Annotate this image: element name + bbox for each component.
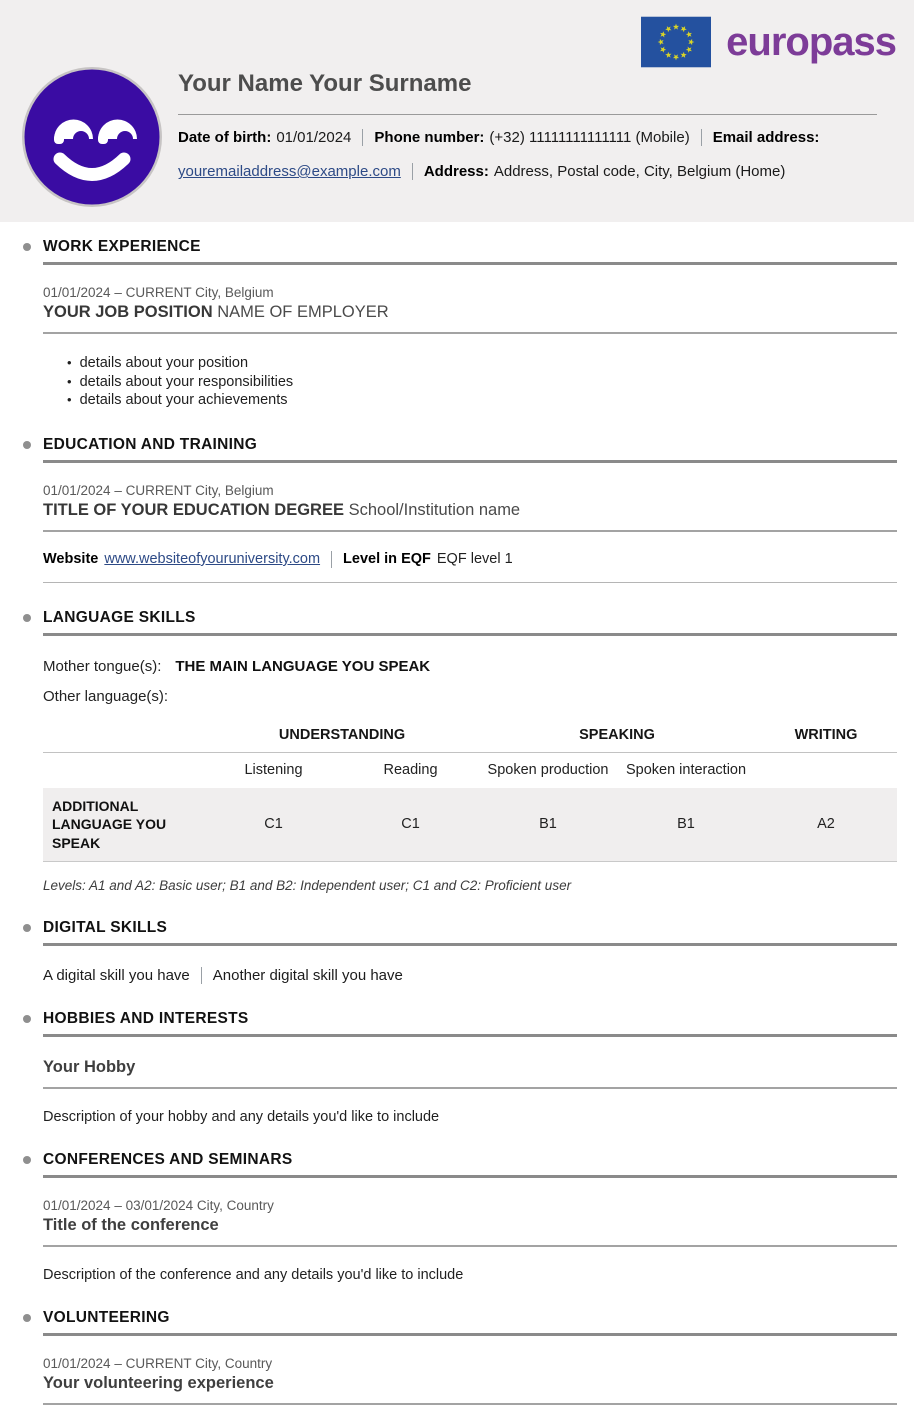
cell-spoken-interaction-level: B1 [617, 788, 755, 862]
mother-tongue-row [43, 658, 897, 675]
digital-skills-row [43, 967, 897, 984]
section-language-skills [43, 609, 897, 894]
section-bullet-icon [23, 614, 31, 622]
cell-reading-level: C1 [342, 788, 479, 862]
table-row [43, 788, 897, 862]
section-conferences [43, 1151, 897, 1283]
digital-skill: Another digital skill you have [212, 967, 403, 984]
conference-title: Title of the conference [43, 1216, 897, 1247]
avatar [21, 66, 163, 208]
work-entry-title [43, 303, 897, 334]
website-label: Website [43, 551, 99, 567]
divider [43, 582, 897, 583]
hobby-title: Your Hobby [43, 1058, 897, 1089]
education-entry-title [43, 501, 897, 532]
section-title: LANGUAGE SKILLS [43, 608, 196, 626]
section-title: VOLUNTEERING [43, 1309, 170, 1326]
eqf-label: Level in EQF [343, 551, 431, 567]
phone-label: Phone number: [374, 129, 485, 146]
email-label: Email address: [712, 129, 820, 146]
section-bullet-icon [23, 1015, 31, 1023]
list-item: • details about your achievements [67, 391, 897, 410]
cell-spoken-production-level: B1 [479, 788, 617, 862]
email-link[interactable]: youremailaddress@example.com [178, 163, 401, 180]
contact-row-2 [178, 160, 877, 183]
language-skills-table [43, 723, 897, 863]
mother-tongue-value: THE MAIN LANGUAGE YOU SPEAK [175, 657, 431, 675]
europass-logo [641, 16, 896, 68]
section-hobbies [43, 1010, 897, 1125]
job-position: YOUR JOB POSITION [43, 303, 213, 321]
section-education [43, 436, 897, 583]
column-group-writing: WRITING [755, 723, 897, 753]
section-bullet-icon [23, 1314, 31, 1322]
education-date-location: 01/01/2024 – CURRENT City, Belgium [43, 482, 274, 498]
website-link[interactable]: www.websiteofyouruniversity.com [104, 551, 321, 567]
digital-skill: A digital skill you have [43, 967, 190, 984]
cefr-levels-note: Levels: A1 and A2: Basic user; B1 and B2: Independent user; C1 and C2: Proficient user [43, 878, 572, 893]
other-languages-label: Other language(s): [43, 687, 169, 705]
institution-name: School/Institution name [348, 500, 521, 519]
separator [362, 129, 363, 146]
section-bullet-icon [23, 441, 31, 449]
europass-wordmark: europass [726, 19, 896, 64]
volunteering-date-location: 01/01/2024 – CURRENT City, Country [43, 1356, 273, 1371]
work-date-location: 01/01/2024 – CURRENT City, Belgium [43, 285, 274, 300]
address-value: Address, Postal code, City, Belgium (Home) [493, 163, 786, 180]
employer-name: NAME OF EMPLOYER [217, 303, 389, 321]
dob-label: Date of birth: [178, 129, 272, 146]
section-title: DIGITAL SKILLS [43, 919, 168, 936]
conference-date-location: 01/01/2024 – 03/01/2024 City, Country [43, 1198, 274, 1213]
hobby-description: Description of your hobby and any details you'd like to include [43, 1109, 440, 1125]
section-digital-skills [43, 919, 897, 984]
cell-writing-level: A2 [755, 788, 897, 862]
degree-title: TITLE OF YOUR EDUCATION DEGREE [43, 500, 344, 519]
table-group-header-row [43, 723, 897, 753]
dob-value: 01/01/2024 [276, 129, 352, 146]
section-title: EDUCATION AND TRAINING [43, 435, 258, 453]
column-spoken-interaction: Spoken interaction [625, 761, 747, 778]
cell-listening-level: C1 [205, 788, 342, 862]
separator [201, 967, 202, 984]
section-title: CONFERENCES AND SEMINARS [43, 1151, 293, 1168]
section-title: HOBBIES AND INTERESTS [43, 1010, 249, 1027]
phone-value: (+32) 11111111111111 (Mobile) [489, 129, 690, 146]
work-details-list [67, 354, 897, 410]
column-listening: Listening [244, 761, 303, 778]
header-band [0, 0, 914, 222]
list-item: • details about your position [67, 354, 897, 373]
separator [412, 163, 413, 180]
list-item: • details about your responsibilities [67, 373, 897, 392]
section-bullet-icon [23, 243, 31, 251]
section-work-experience [43, 238, 897, 410]
other-languages-row [43, 688, 897, 705]
mother-tongue-label: Mother tongue(s): [43, 657, 162, 675]
language-row-label: ADDITIONAL LANGUAGE YOU SPEAK [43, 788, 205, 862]
section-volunteering [43, 1309, 897, 1405]
separator [331, 551, 332, 568]
column-spoken-production: Spoken production [487, 761, 609, 778]
conference-description: Description of the conference and any details you'd like to include [43, 1267, 464, 1283]
column-reading: Reading [383, 761, 438, 778]
section-bullet-icon [23, 1156, 31, 1164]
eu-flag-icon [641, 16, 711, 68]
separator [701, 129, 702, 146]
column-group-understanding: UNDERSTANDING [205, 723, 479, 753]
contact-row-1 [178, 126, 877, 149]
volunteering-title: Your volunteering experience [43, 1374, 897, 1405]
section-title: WORK EXPERIENCE [43, 238, 201, 255]
person-name: Your Name Your Surname [178, 70, 877, 115]
eqf-value: EQF level 1 [436, 551, 513, 567]
education-website-row [43, 551, 897, 568]
column-group-speaking: SPEAKING [479, 723, 755, 753]
table-subheader-row [43, 752, 897, 788]
section-bullet-icon [23, 924, 31, 932]
address-label: Address: [423, 163, 489, 180]
